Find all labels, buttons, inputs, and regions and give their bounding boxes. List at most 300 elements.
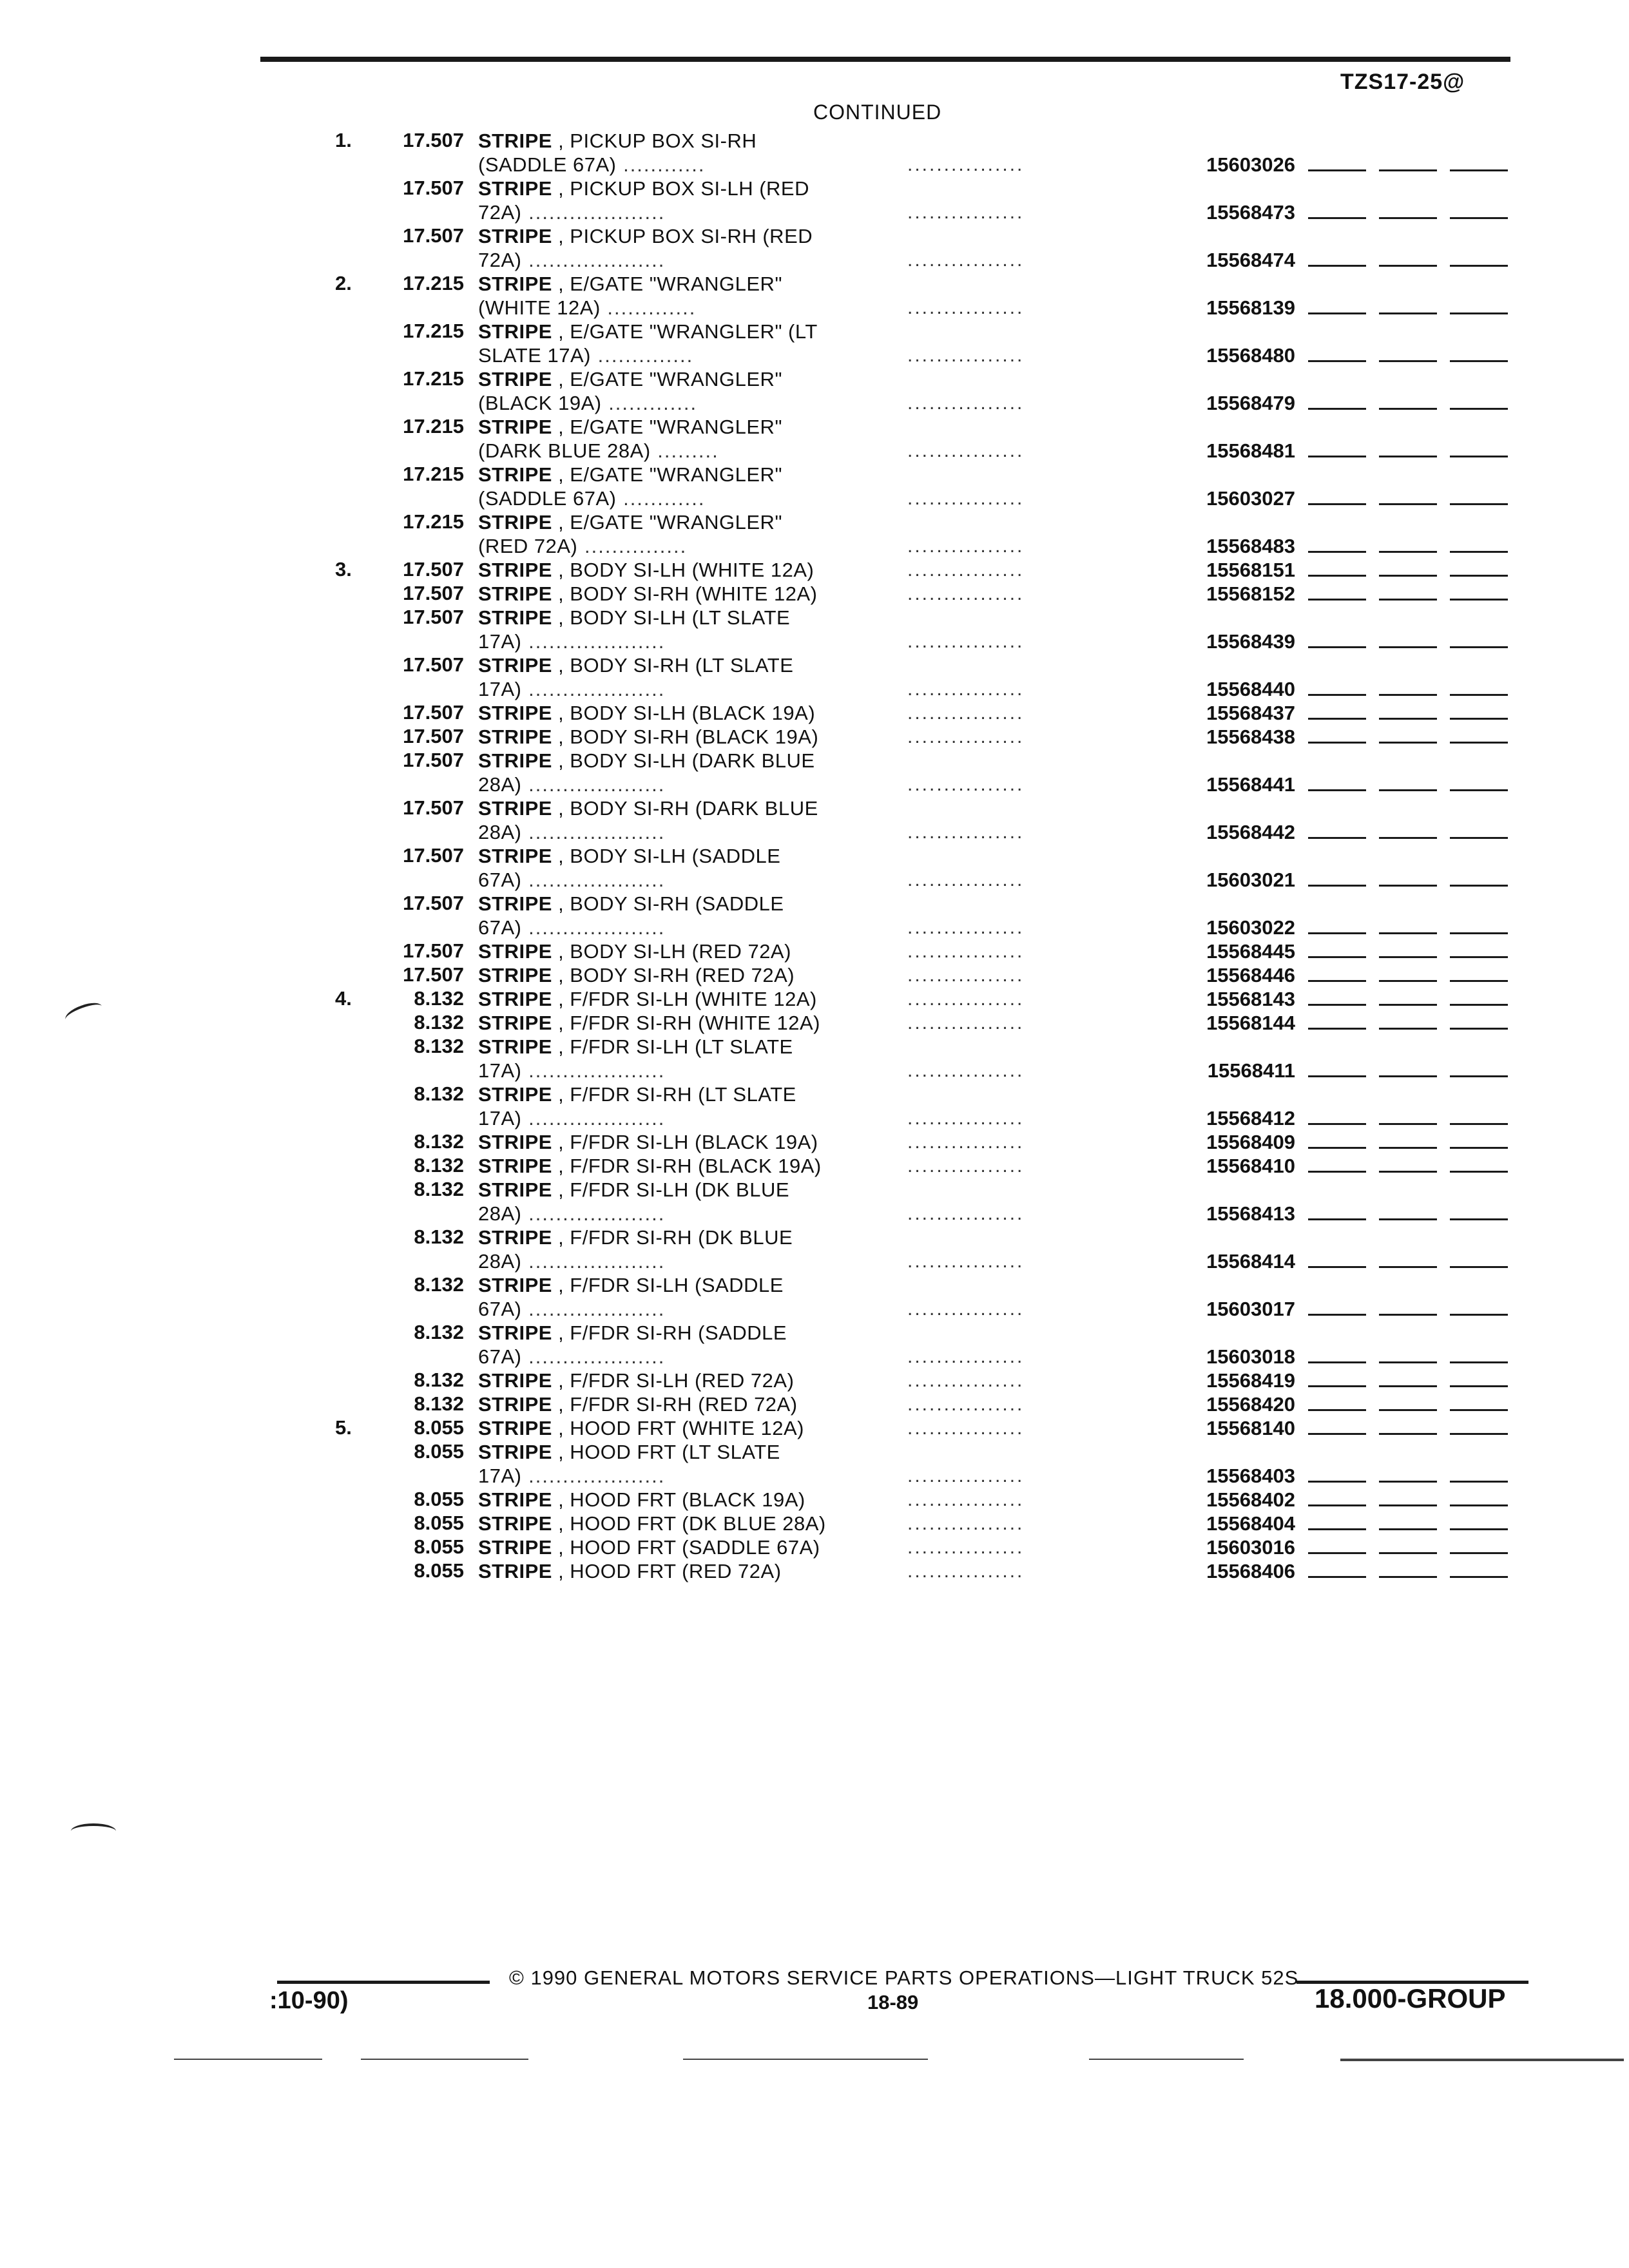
fill-in-blanks (1308, 789, 1514, 791)
description-keyword: STRIPE (478, 1441, 552, 1463)
blank-line (1308, 932, 1366, 934)
item-number: 4. (335, 987, 352, 1010)
blank-line (1379, 1266, 1437, 1268)
description-keyword: STRIPE (478, 511, 552, 533)
description-keyword: STRIPE (478, 1155, 552, 1177)
leader-dots: ................ (907, 1537, 1025, 1558)
part-number: 15568402 (1206, 1488, 1295, 1511)
blank-line (1450, 694, 1508, 696)
blank-line (1450, 980, 1508, 982)
description-text: , F/FDR SI-LH (BLACK 19A) (552, 1131, 818, 1153)
description-text: , HOOD FRT (LT SLATE (552, 1441, 780, 1463)
blank-line (1450, 169, 1508, 171)
fill-in-blanks (1308, 1004, 1514, 1006)
blank-line (1308, 1576, 1366, 1578)
description-text: , BODY SI-RH (BLACK 19A) (552, 726, 819, 748)
description-continuation: (RED 72A) (478, 535, 578, 557)
description-continuation: (SADDLE 67A) (478, 153, 617, 176)
description-keyword: STRIPE (478, 1178, 552, 1201)
table-row (0, 987, 1629, 1011)
leader-dots: ................ (907, 1203, 1025, 1224)
blank-line (1450, 312, 1508, 314)
item-number: 2. (335, 272, 352, 294)
description-keyword: STRIPE (478, 1083, 552, 1106)
part-number: 15568411 (1207, 1059, 1295, 1082)
leader-dots: ................ (907, 702, 1025, 724)
blank-line (1379, 1504, 1437, 1506)
blank-line (1379, 169, 1437, 171)
bottom-rule (174, 2059, 322, 2060)
table-row (0, 1130, 1629, 1154)
blank-line (1379, 837, 1437, 839)
blank-line (1379, 1028, 1437, 1030)
description-text: , F/FDR SI-RH (BLACK 19A) (552, 1155, 822, 1177)
part-number: 15568440 (1206, 678, 1295, 700)
leader-dots: .................... (521, 1250, 666, 1273)
leader-dots: ............. (601, 392, 698, 414)
blank-line (1379, 265, 1437, 267)
part-description (478, 1130, 871, 1154)
blank-line (1450, 575, 1508, 577)
blank-line (1450, 646, 1508, 648)
leader-dots: ................ (907, 1561, 1025, 1582)
part-number: 15568480 (1206, 344, 1295, 367)
part-description (478, 367, 871, 415)
description-text: , BODY SI-RH (SADDLE (552, 892, 784, 915)
blank-line (1308, 718, 1366, 720)
blank-line (1308, 265, 1366, 267)
fill-in-blanks (1308, 956, 1514, 958)
part-number: 15568419 (1206, 1369, 1295, 1392)
page-code: TZS17-25@ (1340, 70, 1465, 94)
reference-number: 17.507 (403, 725, 464, 747)
blank-line (1379, 1004, 1437, 1006)
description-text: , F/FDR SI-LH (LT SLATE (552, 1035, 793, 1058)
blank-line (1450, 885, 1508, 887)
table-row (0, 1082, 1629, 1130)
description-text: , E/GATE "WRANGLER" (552, 273, 782, 295)
blank-line (1450, 1361, 1508, 1363)
blank-line (1308, 956, 1366, 958)
reference-number: 17.507 (403, 701, 464, 724)
description-continuation: 17A) (478, 678, 522, 700)
part-description (478, 796, 871, 844)
blank-line (1450, 1314, 1508, 1316)
part-description (478, 510, 871, 558)
reference-number: 8.132 (414, 1321, 464, 1343)
leader-dots: ................ (907, 1060, 1025, 1081)
leader-dots: ................ (907, 583, 1025, 604)
description-keyword: STRIPE (478, 940, 552, 963)
reference-number: 17.507 (403, 606, 464, 628)
leader-dots: ................ (907, 1298, 1025, 1320)
part-description (478, 963, 871, 987)
table-row (0, 1512, 1629, 1535)
part-description (478, 129, 871, 177)
blank-line (1308, 742, 1366, 744)
description-text: , BODY SI-LH (DARK BLUE (552, 749, 815, 772)
description-keyword: STRIPE (478, 1226, 552, 1249)
table-row (0, 1369, 1629, 1392)
description-continuation: 17A) (478, 1465, 522, 1487)
leader-dots: .................... (521, 1059, 666, 1082)
blank-line (1379, 742, 1437, 744)
description-keyword: STRIPE (478, 654, 552, 677)
bottom-rule (1340, 2059, 1624, 2061)
blank-line (1450, 742, 1508, 744)
fill-in-blanks (1308, 718, 1514, 720)
part-number: 15568410 (1206, 1155, 1295, 1177)
reference-number: 8.132 (414, 987, 464, 1010)
description-keyword: STRIPE (478, 1488, 552, 1511)
reference-number: 17.215 (403, 415, 464, 437)
description-keyword: STRIPE (478, 1035, 552, 1058)
description-text: , E/GATE "WRANGLER" (552, 416, 782, 438)
fill-in-blanks (1308, 1028, 1514, 1030)
blank-line (1308, 1004, 1366, 1006)
blank-line (1308, 1361, 1366, 1363)
blank-line (1379, 932, 1437, 934)
reference-number: 17.507 (403, 844, 464, 867)
fill-in-blanks (1308, 456, 1514, 457)
description-keyword: STRIPE (478, 1274, 552, 1296)
blank-line (1379, 789, 1437, 791)
reference-number: 8.132 (414, 1273, 464, 1296)
blank-line (1308, 312, 1366, 314)
part-number: 15568420 (1206, 1393, 1295, 1416)
blank-line (1308, 1409, 1366, 1411)
blank-line (1379, 1528, 1437, 1530)
part-number: 15568479 (1206, 392, 1295, 414)
part-description (478, 320, 871, 367)
blank-line (1379, 1147, 1437, 1149)
blank-line (1450, 265, 1508, 267)
description-keyword: STRIPE (478, 225, 552, 247)
leader-dots: .................... (521, 1298, 666, 1320)
part-number: 15568409 (1206, 1131, 1295, 1153)
table-row (0, 1178, 1629, 1225)
table-row (0, 701, 1629, 725)
part-number: 15568473 (1206, 201, 1295, 224)
fill-in-blanks (1308, 1528, 1514, 1530)
leader-dots: ................ (907, 440, 1025, 461)
description-continuation: (WHITE 12A) (478, 296, 601, 319)
leader-dots: .................... (521, 869, 666, 891)
leader-dots: ................ (907, 1418, 1025, 1439)
scan-mark (71, 1823, 116, 1839)
table-row (0, 749, 1629, 796)
table-row (0, 1011, 1629, 1035)
description-text: , BODY SI-LH (WHITE 12A) (552, 559, 815, 581)
fill-in-blanks (1308, 694, 1514, 696)
description-keyword: STRIPE (478, 368, 552, 390)
description-keyword: STRIPE (478, 1512, 552, 1535)
description-text: , F/FDR SI-RH (WHITE 12A) (552, 1012, 820, 1034)
reference-number: 17.215 (403, 272, 464, 294)
reference-number: 8.132 (414, 1178, 464, 1200)
fill-in-blanks (1308, 1409, 1514, 1411)
description-text: , BODY SI-LH (RED 72A) (552, 940, 791, 963)
blank-line (1308, 885, 1366, 887)
description-keyword: STRIPE (478, 606, 552, 629)
fill-in-blanks (1308, 1171, 1514, 1173)
table-row (0, 558, 1629, 582)
fill-in-blanks (1308, 1552, 1514, 1554)
description-text: , F/FDR SI-LH (DK BLUE (552, 1178, 790, 1201)
part-description (478, 415, 871, 463)
reference-number: 17.507 (403, 582, 464, 604)
fill-in-blanks (1308, 599, 1514, 601)
part-description (478, 582, 871, 606)
part-number: 15568446 (1206, 964, 1295, 986)
blank-line (1450, 1385, 1508, 1387)
description-text: , PICKUP BOX SI-RH (552, 130, 757, 152)
fill-in-blanks (1308, 265, 1514, 267)
description-text: , F/FDR SI-RH (LT SLATE (552, 1083, 796, 1106)
part-number: 15568441 (1206, 773, 1295, 796)
table-row (0, 415, 1629, 463)
blank-line (1450, 1576, 1508, 1578)
part-description (478, 1559, 871, 1583)
blank-line (1450, 503, 1508, 505)
reference-number: 17.215 (403, 463, 464, 485)
blank-line (1379, 408, 1437, 410)
blank-line (1308, 1123, 1366, 1125)
description-text: , PICKUP BOX SI-RH (RED (552, 225, 813, 247)
description-text: , F/FDR SI-LH (WHITE 12A) (552, 988, 817, 1010)
blank-line (1450, 1552, 1508, 1554)
part-description (478, 987, 871, 1011)
reference-number: 8.132 (414, 1011, 464, 1033)
leader-dots: ................ (907, 726, 1025, 747)
description-text: , F/FDR SI-RH (RED 72A) (552, 1393, 798, 1416)
blank-line (1308, 1147, 1366, 1149)
blank-line (1450, 932, 1508, 934)
description-keyword: STRIPE (478, 845, 552, 867)
blank-line (1308, 1028, 1366, 1030)
blank-line (1308, 1266, 1366, 1268)
reference-number: 8.055 (414, 1488, 464, 1510)
blank-line (1450, 217, 1508, 219)
description-text: , HOOD FRT (DK BLUE 28A) (552, 1512, 826, 1535)
blank-line (1450, 1004, 1508, 1006)
leader-dots: ................ (907, 297, 1025, 318)
description-continuation: 72A) (478, 201, 522, 224)
blank-line (1379, 980, 1437, 982)
description-keyword: STRIPE (478, 1536, 552, 1559)
description-keyword: STRIPE (478, 582, 552, 605)
part-number: 15603017 (1206, 1298, 1295, 1320)
description-keyword: STRIPE (478, 892, 552, 915)
description-continuation: 72A) (478, 249, 522, 271)
leader-dots: ................ (907, 678, 1025, 700)
part-description (478, 1512, 871, 1535)
part-number: 15568403 (1206, 1465, 1295, 1487)
fill-in-blanks (1308, 1481, 1514, 1483)
description-text: , F/FDR SI-LH (RED 72A) (552, 1369, 795, 1392)
table-row (0, 224, 1629, 272)
table-row (0, 939, 1629, 963)
part-description (478, 844, 871, 892)
reference-number: 17.507 (403, 129, 464, 151)
reference-number: 8.055 (414, 1512, 464, 1534)
fill-in-blanks (1308, 217, 1514, 219)
leader-dots: ................ (907, 202, 1025, 223)
part-description (478, 1416, 871, 1440)
blank-line (1308, 1433, 1366, 1435)
item-number: 5. (335, 1416, 352, 1439)
fill-in-blanks (1308, 646, 1514, 648)
description-keyword: STRIPE (478, 416, 552, 438)
description-keyword: STRIPE (478, 463, 552, 486)
description-continuation: 28A) (478, 773, 522, 796)
description-continuation: (DARK BLUE 28A) (478, 439, 651, 462)
reference-number: 8.055 (414, 1535, 464, 1558)
description-keyword: STRIPE (478, 177, 552, 200)
description-continuation: 67A) (478, 1298, 522, 1320)
blank-line (1308, 1504, 1366, 1506)
leader-dots: .................... (521, 916, 666, 939)
table-row (0, 1321, 1629, 1369)
reference-number: 17.507 (403, 796, 464, 819)
leader-dots: .................... (521, 678, 666, 700)
leader-dots: ................ (907, 1465, 1025, 1486)
leader-dots: .................... (521, 630, 666, 653)
blank-line (1308, 1171, 1366, 1173)
part-description (478, 463, 871, 510)
leader-dots: ................ (907, 941, 1025, 962)
fill-in-blanks (1308, 1123, 1514, 1125)
part-number: 15568404 (1206, 1512, 1295, 1535)
reference-number: 8.132 (414, 1082, 464, 1105)
leader-dots: ................ (907, 774, 1025, 795)
part-number: 15568414 (1206, 1250, 1295, 1273)
part-description (478, 653, 871, 701)
bottom-rule (683, 2059, 928, 2060)
description-text: , BODY SI-RH (DARK BLUE (552, 797, 818, 820)
part-number: 15568139 (1206, 296, 1295, 319)
blank-line (1450, 837, 1508, 839)
part-description (478, 1178, 871, 1225)
part-number: 15568413 (1206, 1202, 1295, 1225)
blank-line (1308, 646, 1366, 648)
blank-line (1450, 1171, 1508, 1173)
part-number: 15568437 (1206, 702, 1295, 724)
reference-number: 8.132 (414, 1154, 464, 1177)
table-row (0, 177, 1629, 224)
description-keyword: STRIPE (478, 130, 552, 152)
blank-line (1308, 1528, 1366, 1530)
blank-line (1379, 1361, 1437, 1363)
item-number: 3. (335, 558, 352, 581)
fill-in-blanks (1308, 575, 1514, 577)
blank-line (1308, 575, 1366, 577)
part-description (478, 224, 871, 272)
leader-dots: ................ (907, 631, 1025, 652)
fill-in-blanks (1308, 885, 1514, 887)
part-number: 15568438 (1206, 726, 1295, 748)
description-continuation: (SADDLE 67A) (478, 487, 617, 510)
table-row (0, 844, 1629, 892)
blank-line (1308, 1218, 1366, 1220)
description-keyword: STRIPE (478, 1321, 552, 1344)
description-text: , HOOD FRT (SADDLE 67A) (552, 1536, 820, 1559)
table-row (0, 725, 1629, 749)
page-number: 18-89 (867, 1991, 919, 2013)
fill-in-blanks (1308, 1385, 1514, 1387)
description-continuation: (BLACK 19A) (478, 392, 602, 414)
description-continuation: 17A) (478, 630, 522, 653)
fill-in-blanks (1308, 1576, 1514, 1578)
leader-dots: .................... (521, 773, 666, 796)
part-description (478, 725, 871, 749)
table-row (0, 320, 1629, 367)
description-text: , BODY SI-RH (LT SLATE (552, 654, 794, 677)
description-keyword: STRIPE (478, 1131, 552, 1153)
part-number: 15568143 (1206, 988, 1295, 1010)
blank-line (1379, 575, 1437, 577)
leader-dots: ................ (907, 988, 1025, 1010)
fill-in-blanks (1308, 980, 1514, 982)
blank-line (1308, 694, 1366, 696)
part-description (478, 558, 871, 582)
description-text: , HOOD FRT (BLACK 19A) (552, 1488, 805, 1511)
bottom-rule (1089, 2059, 1244, 2060)
leader-dots: .................... (521, 249, 666, 271)
description-text: , BODY SI-RH (RED 72A) (552, 964, 795, 986)
description-keyword: STRIPE (478, 749, 552, 772)
reference-number: 8.132 (414, 1130, 464, 1153)
fill-in-blanks (1308, 932, 1514, 934)
reference-number: 17.507 (403, 653, 464, 676)
description-keyword: STRIPE (478, 1012, 552, 1034)
blank-line (1450, 1433, 1508, 1435)
table-row (0, 1535, 1629, 1559)
blank-line (1450, 1218, 1508, 1220)
reference-number: 17.215 (403, 510, 464, 533)
leader-dots: ................ (907, 249, 1025, 271)
description-text: , E/GATE "WRANGLER" (552, 463, 782, 486)
table-row (0, 1488, 1629, 1512)
leader-dots: ............ (616, 487, 706, 510)
part-description (478, 749, 871, 796)
leader-dots: .................... (521, 201, 666, 224)
leader-dots: ................ (907, 965, 1025, 986)
leader-dots: ................ (907, 1346, 1025, 1367)
description-continuation: 28A) (478, 1202, 522, 1225)
blank-line (1450, 1528, 1508, 1530)
blank-line (1450, 956, 1508, 958)
reference-number: 8.132 (414, 1392, 464, 1415)
part-number: 15603026 (1206, 153, 1295, 176)
part-description (478, 177, 871, 224)
reference-number: 8.055 (414, 1559, 464, 1582)
reference-number: 17.507 (403, 939, 464, 962)
blank-line (1308, 1552, 1366, 1554)
part-description (478, 1488, 871, 1512)
description-keyword: STRIPE (478, 1560, 552, 1582)
reference-number: 17.215 (403, 320, 464, 342)
blank-line (1450, 1481, 1508, 1483)
description-keyword: STRIPE (478, 559, 552, 581)
description-text: , PICKUP BOX SI-LH (RED (552, 177, 809, 200)
fill-in-blanks (1308, 551, 1514, 553)
description-continuation: 67A) (478, 1345, 522, 1368)
table-row (0, 1154, 1629, 1178)
table-row (0, 1273, 1629, 1321)
description-keyword: STRIPE (478, 1369, 552, 1392)
blank-line (1379, 718, 1437, 720)
